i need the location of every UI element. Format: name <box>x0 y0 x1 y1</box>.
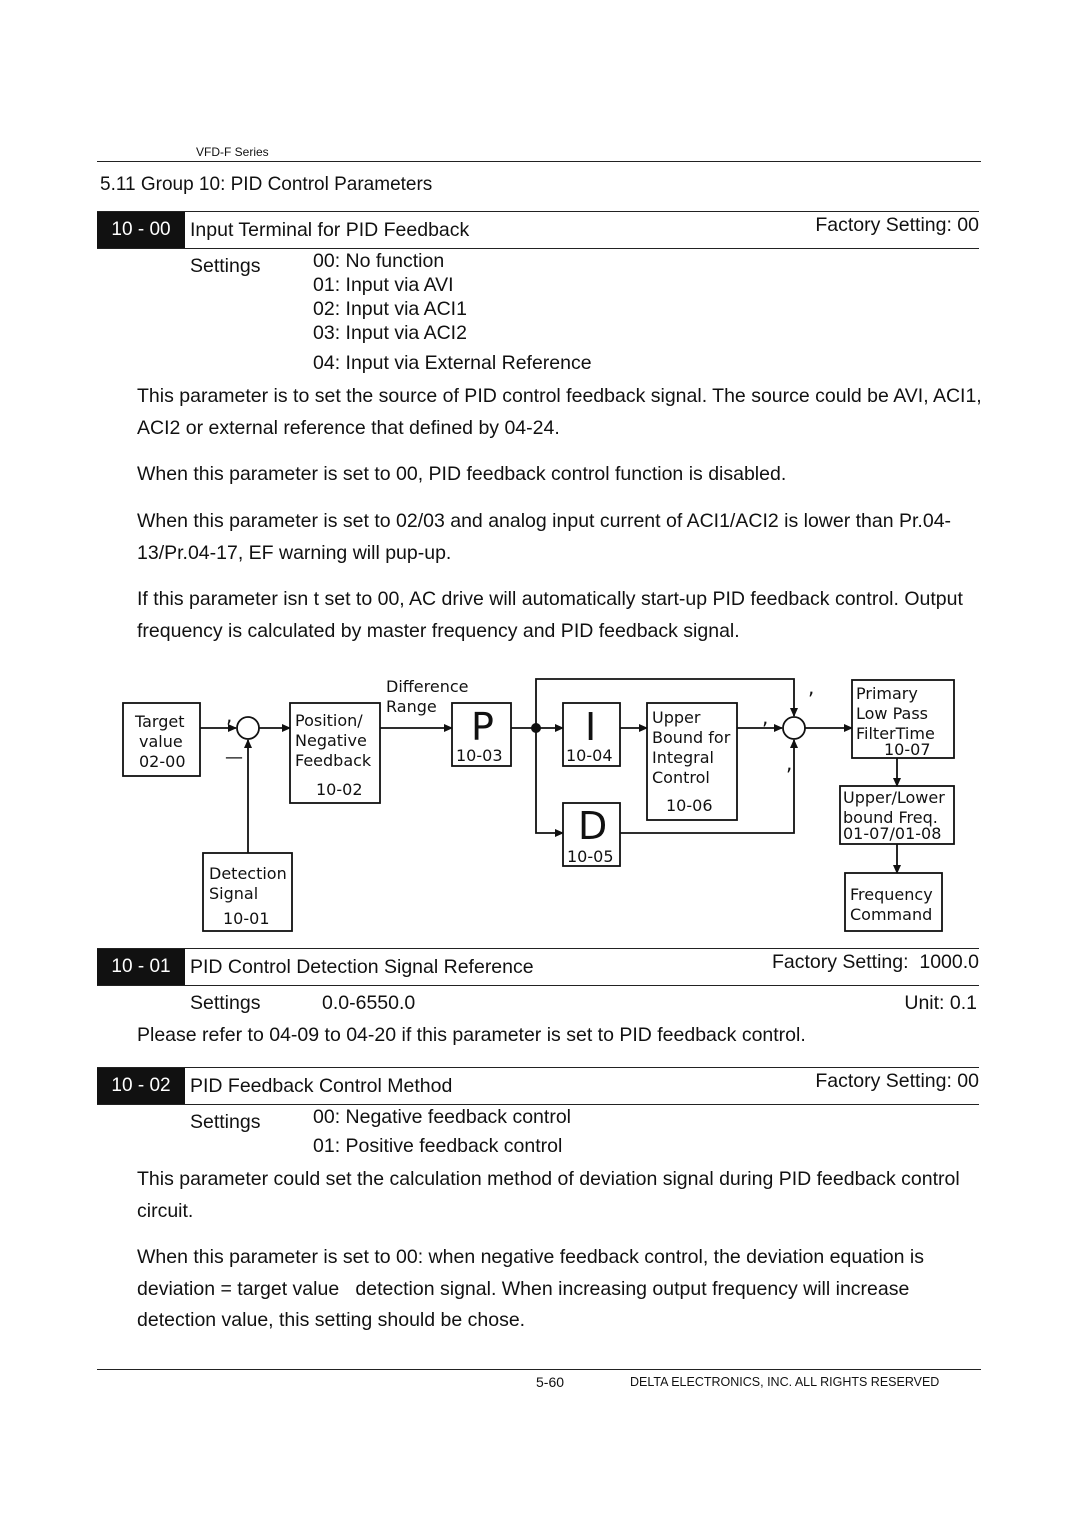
diagram-label: Signal <box>209 884 259 903</box>
diagram-label: Range <box>386 697 437 716</box>
diagram-label: Negative <box>295 731 367 750</box>
summing-junction <box>237 717 259 739</box>
settings-label: Settings <box>190 255 261 277</box>
param-code: 10 - 01 <box>97 949 185 985</box>
plus-sign-mark: , <box>226 703 233 727</box>
summing-junction <box>783 717 805 739</box>
diagram-label: 10-05 <box>567 847 614 866</box>
setting-option: 00: No function <box>313 250 445 272</box>
param-title: PID Feedback Control Method <box>190 1075 453 1097</box>
diagram-label: 10-03 <box>456 746 503 765</box>
diagram-label: Difference <box>386 677 469 696</box>
pid-block-diagram <box>0 660 1080 950</box>
header-rule <box>97 161 981 162</box>
diagram-label: 02-00 <box>139 752 186 771</box>
header-series: VFD-F Series <box>196 145 269 159</box>
param-header-10-02 <box>97 1068 979 1104</box>
diagram-label: Command <box>850 905 933 924</box>
i-letter: I <box>585 705 597 749</box>
diagram-label: Upper/Lower <box>843 788 945 807</box>
copyright: DELTA ELECTRONICS, INC. ALL RIGHTS RESERVED <box>630 1375 940 1389</box>
diagram-label: Position/ <box>295 711 363 730</box>
diagram-label: 10-04 <box>566 746 613 765</box>
settings-range: 0.0-6550.0 <box>322 992 416 1014</box>
diagram-label: Primary <box>856 684 918 703</box>
footer-rule <box>97 1369 981 1370</box>
diagram-label: value <box>139 732 183 751</box>
plus-sign-mark: , <box>808 675 815 699</box>
param-rule-bottom <box>97 248 979 249</box>
diagram-label: Feedback <box>295 751 372 770</box>
description-paragraph: If this parameter isn t set to 00, AC drive will automatically start-up PID feedback control. Output frequency is calculated by master frequency and PID feedback signal. <box>137 588 963 642</box>
p-letter: P <box>471 705 494 749</box>
diagram-label: 10-02 <box>316 780 363 799</box>
setting-option: 01: Input via AVI <box>313 274 454 296</box>
param-title: Input Terminal for PID Feedback <box>190 219 470 241</box>
diagram-label: 10-01 <box>223 909 270 928</box>
param-header-10-01 <box>97 949 979 985</box>
setting-option: 00: Negative feedback control <box>313 1106 571 1128</box>
diagram-label: Detection <box>209 864 287 883</box>
branch-node <box>531 723 541 733</box>
description-paragraph: This parameter could set the calculation method of deviation signal during PID feedback control circuit. <box>137 1168 960 1222</box>
settings-label: Settings <box>190 1111 261 1133</box>
diagram-label: Integral <box>652 748 714 767</box>
description-paragraph: This parameter is to set the source of PID control feedback signal. The source could be AVI, ACI1, ACI2 or external reference that defined by 04-24. <box>137 385 982 439</box>
setting-option: 04: Input via External Reference <box>313 352 592 374</box>
diagram-label: 01-07/01-08 <box>843 824 942 843</box>
diagram-label: Target <box>135 712 185 731</box>
diagram-label: Low Pass <box>856 704 928 723</box>
param-title: PID Control Detection Signal Reference <box>190 956 534 978</box>
diagram-label: Bound for <box>652 728 731 747</box>
unit-value: Unit: 0.1 <box>904 992 977 1014</box>
param-rule-bottom <box>97 1104 979 1105</box>
minus-sign-mark: — <box>225 747 243 768</box>
diagram-label: Frequency <box>850 885 933 904</box>
factory-setting: Factory Setting: 00 <box>815 214 979 236</box>
d-letter: D <box>578 804 608 848</box>
param-header-10-00 <box>97 212 979 248</box>
section-title: 5.11 Group 10: PID Control Parameters <box>100 174 433 195</box>
param-rule-bottom <box>97 985 979 986</box>
description-paragraph: When this parameter is set to 00: when negative feedback control, the deviation equation is deviation = target value detection signal. When increasing output frequency will increase detection value, this setting should be chose. <box>137 1246 930 1331</box>
setting-option: 02: Input via ACI1 <box>313 298 467 320</box>
factory-setting: Factory Setting: 00 <box>815 1070 979 1092</box>
factory-setting: Factory Setting: 1000.0 <box>771 951 979 973</box>
description-paragraph: When this parameter is set to 02/03 and analog input current of ACI1/ACI2 is lower than Pr.04-13/Pr.04-17, EF warning will pup-up. <box>137 510 952 564</box>
diagram-label: 10-07 <box>884 740 931 759</box>
settings-label: Settings <box>190 992 261 1014</box>
setting-option: 03: Input via ACI2 <box>313 322 467 344</box>
page-number: 5-60 <box>536 1374 565 1390</box>
diagram-label: bound Freq. <box>843 808 938 827</box>
param-code: 10 - 00 <box>97 212 185 248</box>
plus-sign-mark: , <box>786 751 793 775</box>
diagram-label: FilterTime <box>856 724 935 743</box>
diagram-label: Upper <box>652 708 701 727</box>
description-paragraph: When this parameter is set to 00, PID feedback control function is disabled. <box>137 463 787 485</box>
diagram-label: 10-06 <box>666 796 713 815</box>
setting-option: 01: Positive feedback control <box>313 1135 563 1157</box>
param-code: 10 - 02 <box>97 1068 185 1104</box>
plus-sign-mark: , <box>762 705 769 729</box>
description-paragraph: Please refer to 04-09 to 04-20 if this parameter is set to PID feedback control. <box>137 1024 806 1046</box>
diagram-label: Control <box>652 768 710 787</box>
